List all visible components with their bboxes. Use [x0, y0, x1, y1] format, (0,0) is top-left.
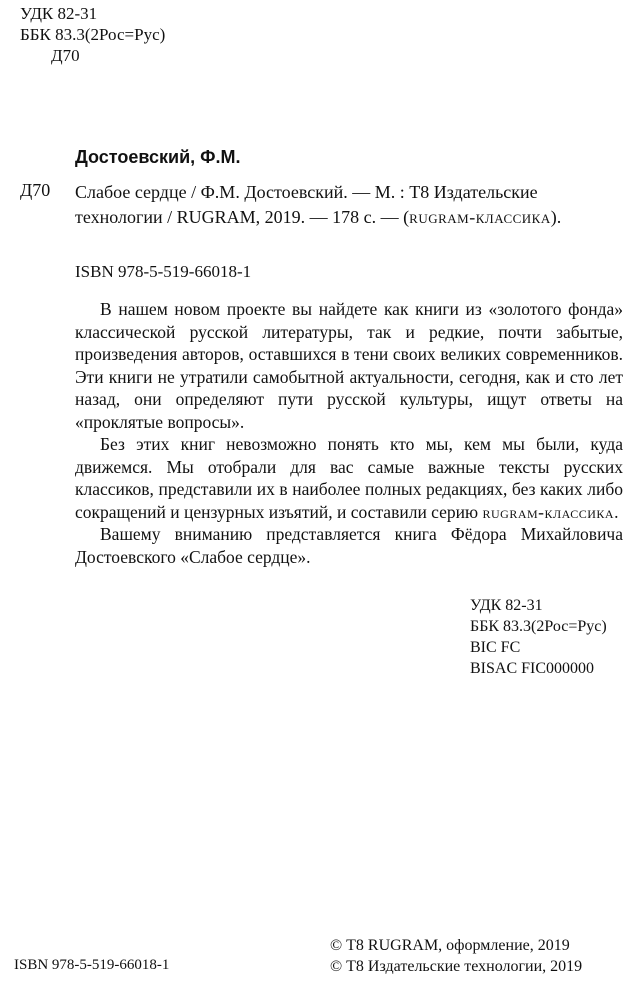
udk-code-secondary: УДК 82-31	[470, 597, 543, 614]
annotation-series-name: rugram-классика	[482, 501, 615, 522]
bbk-code-secondary: ББК 83.3(2Рос=Рус)	[470, 618, 607, 635]
biblio-main: Слабое сердце / Ф.М. Достоевский. — М. : Т8 Издательские технологии / RUGRAM, 2019. — 178 с. — (	[75, 182, 538, 227]
bic-code: BIC FC	[470, 639, 521, 656]
annotation-paragraph-1: В нашем новом проекте вы найдете как книги из «золотого фонда» классической русской литературы, так и редкие, почти забытые, произведения авторов, оставшихся в тени своих великих современников. Эти книги не утратили самобытной актуальности, сегодня, как и сто лет назад, они определяют пути русской культуры, ищут ответы на «проклятые вопросы».	[75, 299, 623, 432]
annotation-paragraph-2	[75, 433, 623, 523]
bbk-code: ББК 83.3(2Рос=Рус)	[20, 25, 166, 44]
annotation-p2-text: Без этих книг невозможно понять кто мы, кем мы были, куда движемся. Мы отобрали для вас самые важные тексты русских классиков, представили их в наиболее полных редакциях, без каких либо сокращений и цензурных изъятий, и составили серию	[75, 434, 623, 522]
author-sign: Д70	[51, 46, 80, 65]
top-classification-codes	[20, 3, 165, 66]
bisac-code: BISAC FIC000000	[470, 660, 595, 677]
annotation-p2-end: .	[614, 501, 619, 522]
copyright-notice	[330, 935, 582, 977]
isbn-bottom: ISBN 978-5-519-66018-1	[14, 957, 170, 973]
annotation-paragraph-3: Вашему вниманию представляется книга Фёдора Михайловича Достоевского «Слабое сердце».	[75, 524, 623, 567]
series-name: rugram-классика	[409, 207, 551, 227]
copyright-line-2: © Т8 Издательские технологии, 2019	[330, 958, 583, 975]
author-heading: Достоевский, Ф.М.	[75, 147, 241, 167]
bibliographic-description	[75, 180, 623, 230]
copyright-line-1: © Т8 RUGRAM, оформление, 2019	[330, 937, 570, 954]
classification-codes	[470, 595, 607, 679]
left-author-sign: Д70	[20, 180, 51, 200]
udk-code: УДК 82-31	[20, 4, 98, 23]
biblio-close: ).	[550, 207, 562, 227]
isbn-main: ISBN 978-5-519-66018-1	[75, 262, 252, 281]
annotation	[75, 298, 623, 568]
